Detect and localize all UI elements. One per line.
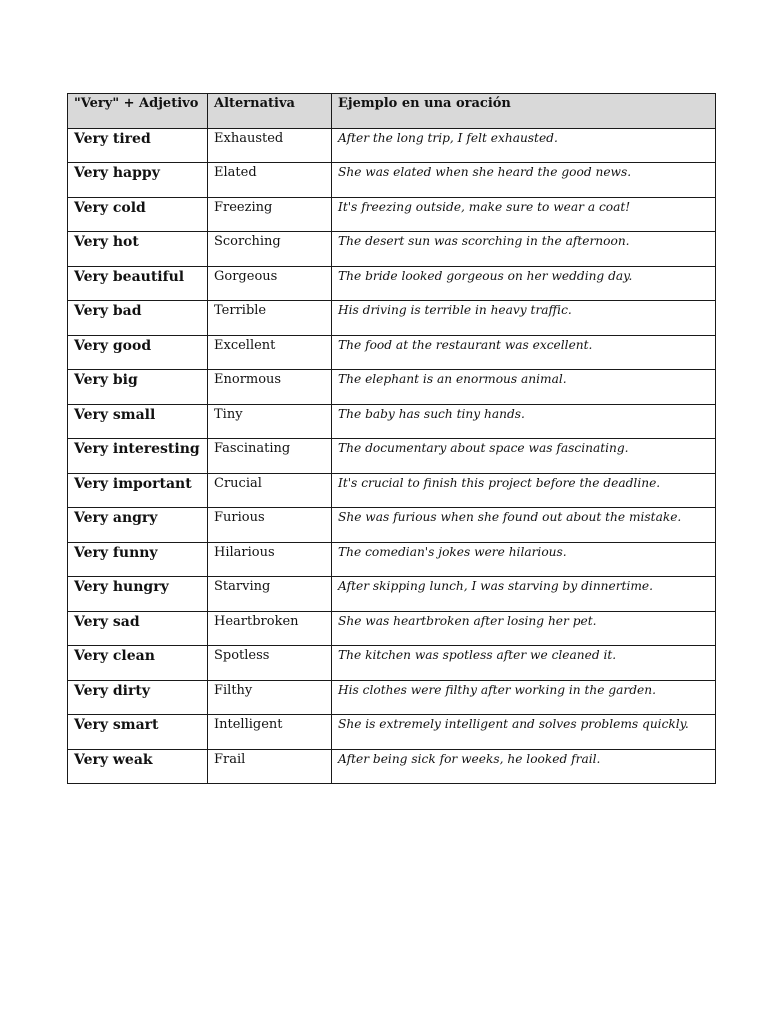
table-row [68, 128, 716, 163]
adjective-cell: Very tired [68, 128, 208, 163]
adjective-cell: Very important [68, 473, 208, 508]
vocabulary-table [67, 93, 716, 784]
adjective-cell: Very angry [68, 508, 208, 543]
table-row [68, 611, 716, 646]
adjective-cell: Very big [68, 370, 208, 405]
adjective-cell: Very funny [68, 542, 208, 577]
alternative-cell: Filthy [208, 680, 332, 715]
alternative-cell: Terrible [208, 301, 332, 336]
alternative-cell: Furious [208, 508, 332, 543]
adjective-cell: Very weak [68, 749, 208, 784]
table-row [68, 266, 716, 301]
alternative-cell: Exhausted [208, 128, 332, 163]
table-row [68, 197, 716, 232]
table-row [68, 680, 716, 715]
alternative-cell: Hilarious [208, 542, 332, 577]
table-row [68, 646, 716, 681]
alternative-cell: Crucial [208, 473, 332, 508]
example-cell: The food at the restaurant was excellent. [332, 335, 716, 370]
table-row [68, 163, 716, 198]
adjective-cell: Very sad [68, 611, 208, 646]
table-row [68, 542, 716, 577]
example-cell: The baby has such tiny hands. [332, 404, 716, 439]
table-row [68, 473, 716, 508]
alternative-cell: Tiny [208, 404, 332, 439]
alternative-cell: Fascinating [208, 439, 332, 474]
example-cell: The bride looked gorgeous on her wedding day. [332, 266, 716, 301]
example-cell: She is extremely intelligent and solves problems quickly. [332, 715, 716, 750]
example-cell: The kitchen was spotless after we cleaned it. [332, 646, 716, 681]
alternative-cell: Intelligent [208, 715, 332, 750]
table-row [68, 232, 716, 267]
example-cell: After the long trip, I felt exhausted. [332, 128, 716, 163]
adjective-cell: Very happy [68, 163, 208, 198]
adjective-cell: Very good [68, 335, 208, 370]
adjective-cell: Very dirty [68, 680, 208, 715]
example-cell: After skipping lunch, I was starving by dinnertime. [332, 577, 716, 612]
example-cell: She was elated when she heard the good news. [332, 163, 716, 198]
example-cell: The comedian's jokes were hilarious. [332, 542, 716, 577]
adjective-cell: Very beautiful [68, 266, 208, 301]
alternative-cell: Spotless [208, 646, 332, 681]
column-header-adjective: "Very" + Adjetivo [68, 94, 208, 129]
adjective-cell: Very cold [68, 197, 208, 232]
table-row [68, 335, 716, 370]
adjective-cell: Very small [68, 404, 208, 439]
alternative-cell: Elated [208, 163, 332, 198]
alternative-cell: Enormous [208, 370, 332, 405]
table-row [68, 577, 716, 612]
column-header-example: Ejemplo en una oración [332, 94, 716, 129]
alternative-cell: Starving [208, 577, 332, 612]
adjective-cell: Very bad [68, 301, 208, 336]
adjective-cell: Very smart [68, 715, 208, 750]
table-row [68, 301, 716, 336]
table-header-row [68, 94, 716, 129]
alternative-cell: Excellent [208, 335, 332, 370]
example-cell: The elephant is an enormous animal. [332, 370, 716, 405]
adjective-cell: Very hot [68, 232, 208, 267]
example-cell: His driving is terrible in heavy traffic. [332, 301, 716, 336]
table-row [68, 508, 716, 543]
adjective-cell: Very interesting [68, 439, 208, 474]
alternative-cell: Scorching [208, 232, 332, 267]
example-cell: It's freezing outside, make sure to wear a coat! [332, 197, 716, 232]
adjective-cell: Very clean [68, 646, 208, 681]
example-cell: The desert sun was scorching in the afternoon. [332, 232, 716, 267]
alternative-cell: Frail [208, 749, 332, 784]
alternative-cell: Freezing [208, 197, 332, 232]
table-row [68, 370, 716, 405]
column-header-alternative: Alternativa [208, 94, 332, 129]
table-row [68, 749, 716, 784]
example-cell: His clothes were filthy after working in the garden. [332, 680, 716, 715]
table-row [68, 404, 716, 439]
table-row [68, 715, 716, 750]
alternative-cell: Heartbroken [208, 611, 332, 646]
alternative-cell: Gorgeous [208, 266, 332, 301]
adjective-cell: Very hungry [68, 577, 208, 612]
example-cell: After being sick for weeks, he looked frail. [332, 749, 716, 784]
example-cell: The documentary about space was fascinating. [332, 439, 716, 474]
example-cell: She was furious when she found out about the mistake. [332, 508, 716, 543]
example-cell: It's crucial to finish this project before the deadline. [332, 473, 716, 508]
table-row [68, 439, 716, 474]
example-cell: She was heartbroken after losing her pet. [332, 611, 716, 646]
